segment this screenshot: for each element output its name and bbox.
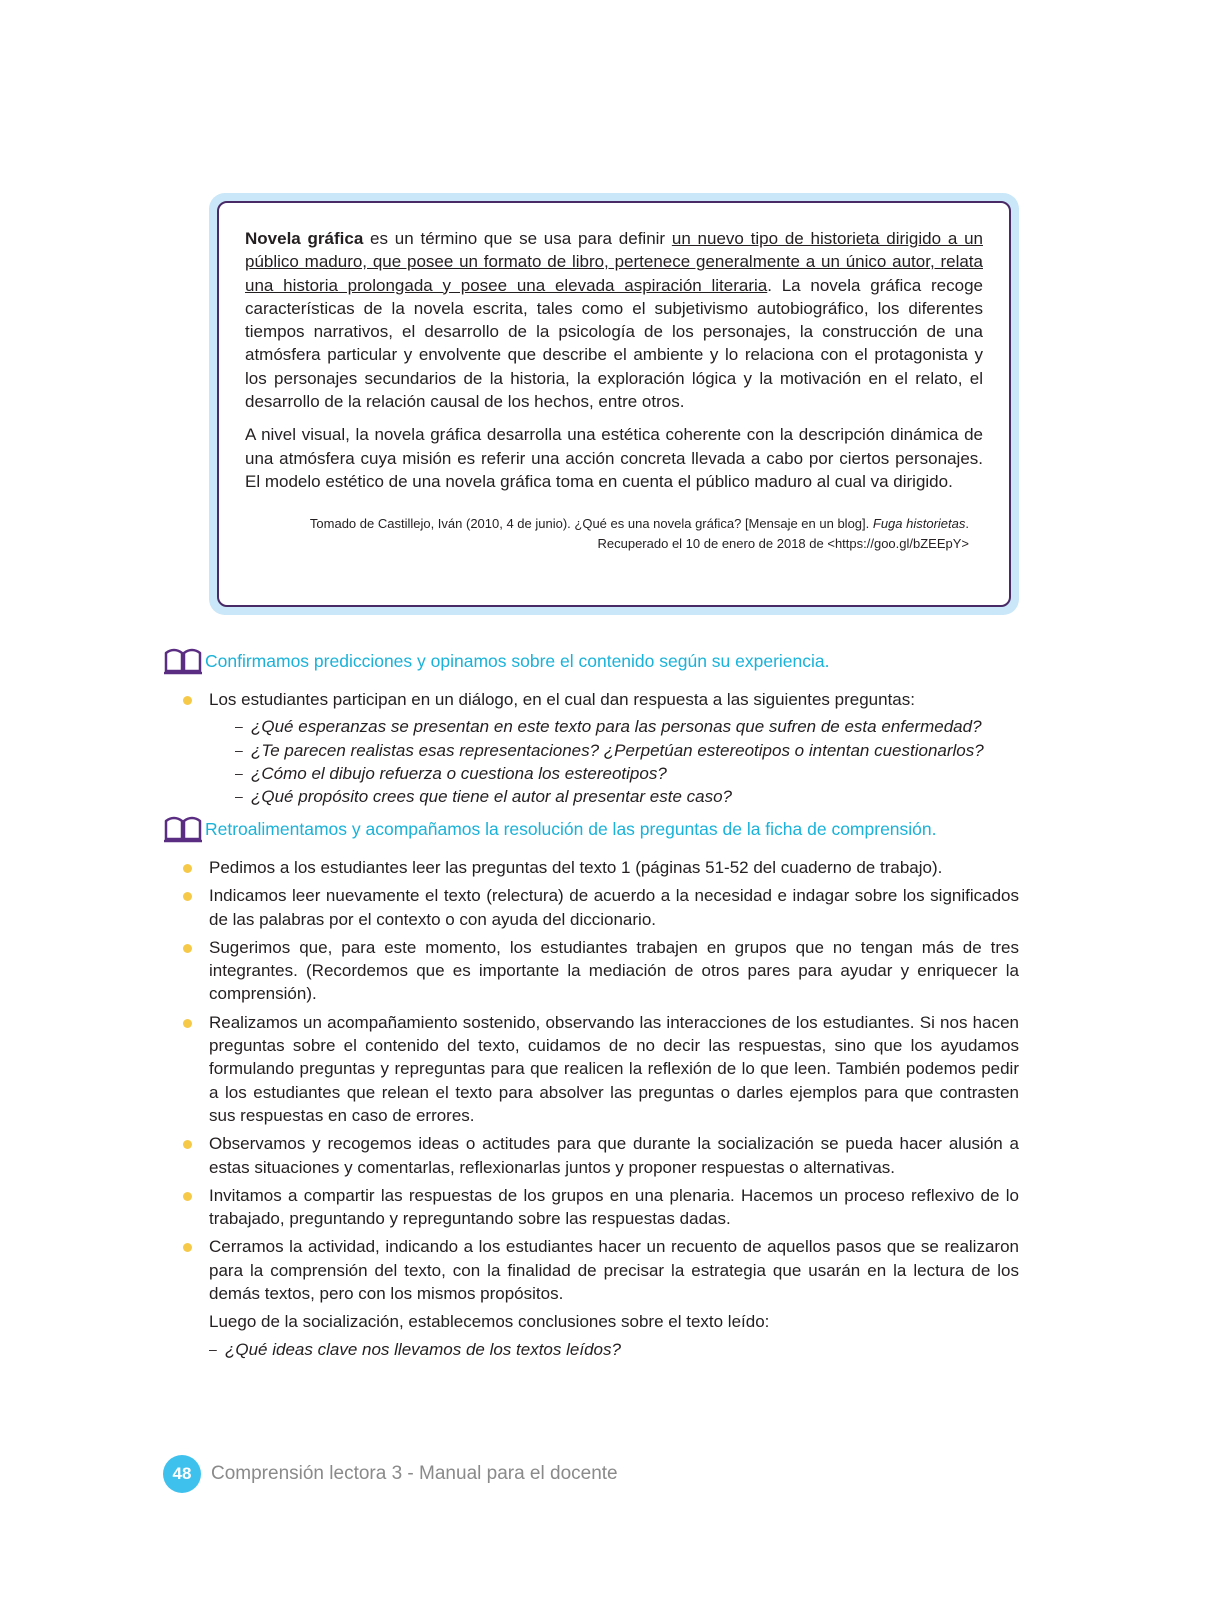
- quote-box-frame: [209, 193, 1019, 615]
- bullet-dot: [183, 1140, 192, 1149]
- list-item: [183, 884, 1019, 931]
- dash-mark: –: [209, 1340, 217, 1357]
- question-item: [209, 762, 1019, 785]
- section2-list: [183, 856, 1019, 1361]
- bullet-dot: [183, 944, 192, 953]
- question-item: [183, 1338, 1019, 1361]
- bullet-dot: [183, 1192, 192, 1201]
- question-item: [209, 715, 1019, 738]
- dash-mark: –: [235, 764, 243, 781]
- section-heading-text: Confirmamos predicciones y opinamos sobre el contenido según su experiencia.: [205, 650, 830, 671]
- source-text: . Recuperado el 10 de enero de 2018 de <https://goo.gl/bZEEpY>: [597, 516, 969, 552]
- bullet-dot: [183, 864, 192, 873]
- list-item: [183, 1235, 1019, 1305]
- list-item-text: Pedimos a los estudiantes leer las preguntas del texto 1 (páginas 51-52 del cuaderno de trabajo).: [209, 858, 943, 877]
- source-italic: Fuga historietas: [872, 516, 966, 532]
- quote-paragraph-2: A nivel visual, la novela gráfica desarrolla una estética coherente con la descripción dinámica de una atmósfera cuya misión es referir una acción concreta llevada a cabo por ciertos personajes. El modelo estético de una novela gráfica toma en cuenta el público maduro al cual va dirigido.: [245, 425, 983, 491]
- page-number-badge: 48: [163, 1455, 201, 1493]
- list-item-text: Observamos y recogemos ideas o actitudes para que durante la socialización se pueda hacer alusión a estas situaciones y comentarlas, reflexionarlas juntos y proponer respuestas o alternativas.: [209, 1134, 1019, 1177]
- bullet-dot: [183, 1243, 192, 1252]
- quote-text: . La novela gráfica recoge características de la novela escrita, tales como el subjetivismo autobiográfico, los diferentes tiempos narrativos, el desarrollo de la psicología de los personajes, la construcción de una atmósfera particular y envolvente que describe el ambiente y lo relaciona con el protagonista y los personajes secundarios de la historia, la exploración lógica y la motivación en el relato, el desarrollo de la relación causal de los hechos, entre otros.: [245, 275, 983, 412]
- list-item-text: Los estudiantes participan en un diálogo, en el cual dan respuesta a las siguientes preguntas:: [209, 690, 915, 709]
- list-item: [183, 1011, 1019, 1127]
- dash-mark: –: [235, 718, 243, 735]
- bullet-dot: [183, 696, 192, 705]
- footer-title: Comprensión lectora 3 - Manual para el docente: [211, 1463, 618, 1484]
- question-list: [183, 1338, 1019, 1361]
- section-heading-confirmamos: [163, 647, 830, 675]
- dash-mark: –: [235, 788, 243, 805]
- quote-paragraph-1: [245, 227, 983, 413]
- list-item: [183, 1184, 1019, 1231]
- bullet-dot: [183, 1019, 192, 1028]
- question-item: [209, 785, 1019, 808]
- book-icon: [163, 815, 203, 843]
- source-text: Tomado de Castillejo, Iván (2010, 4 de junio). ¿Qué es una novela gráfica? [Mensaje en un blog].: [309, 516, 873, 532]
- list-item-text: Cerramos la actividad, indicando a los estudiantes hacer un recuento de aquellos pasos que se realizaron para la comprensión del texto, con la finalidad de precisar la estrategia que usarán en la lectura de los demás textos, pero con los mismos propósitos.: [209, 1237, 1019, 1304]
- question-text: ¿Cómo el dibujo refuerza o cuestiona los estereotipos?: [251, 763, 667, 783]
- question-text: ¿Te parecen realistas esas representaciones? ¿Perpetúan estereotipos o intentan cuestionarlos?: [251, 740, 984, 760]
- question-text: ¿Qué esperanzas se presentan en este texto para las personas que sufren de esta enfermedad?: [251, 717, 982, 737]
- term-bold: Novela gráfica: [245, 229, 364, 248]
- section-heading-text: Retroalimentamos y acompañamos la resolución de las preguntas de la ficha de comprensión.: [205, 818, 937, 839]
- list-item-text: Indicamos leer nuevamente el texto (relectura) de acuerdo a la necesidad e indagar sobre los significados de las palabras por el contexto o con ayuda del diccionario.: [209, 886, 1019, 929]
- book-icon: [163, 647, 203, 675]
- question-text: ¿Qué propósito crees que tiene el autor al presentar este caso?: [251, 787, 733, 807]
- list-item: [183, 688, 1019, 808]
- dash-mark: –: [235, 741, 243, 758]
- list-item: [183, 936, 1019, 1006]
- list-item-text: Invitamos a compartir las respuestas de los grupos en una plenaria. Hacemos un proceso reflexivo de lo trabajado, preguntando y repreguntando sobre las respuestas dadas.: [209, 1185, 1019, 1229]
- section1-list: [183, 688, 1019, 813]
- closing-paragraph: Luego de la socialización, establecemos conclusiones sobre el texto leído:: [209, 1312, 770, 1332]
- list-item: [183, 1132, 1019, 1179]
- question-list: [209, 715, 1019, 808]
- quote-box: [217, 201, 1011, 607]
- list-item-text: Sugerimos que, para este momento, los estudiantes trabajen en grupos que no tengan más de tres integrantes. (Recordemos que es importante la mediación de otros pares para ayudar y enriquecer la comprensión).: [209, 937, 1019, 1004]
- quote-text: es un término que se usa para definir: [363, 229, 672, 248]
- section-heading-retroalimentamos: [163, 815, 937, 843]
- list-item: [183, 856, 1019, 879]
- list-item-text: Realizamos un acompañamiento sostenido, observando las interacciones de los estudiantes. Si nos hacen preguntas sobre el contenido del texto, cuidamos de no decir las respuestas, sino que los ayudamos formulando preguntas y repreguntas para que realicen la reflexión de lo que leen. También podemos pedir a los estudiantes que relean el texto para absolver las preguntas o darles ejemplos para que contrasten sus respuestas en caso de errores.: [209, 1012, 1019, 1125]
- bullet-dot: [183, 892, 192, 901]
- question-item: [209, 739, 1019, 762]
- question-text: ¿Qué ideas clave nos llevamos de los textos leídos?: [225, 1339, 621, 1359]
- quote-source: [245, 514, 983, 554]
- underlined-definition: un nuevo tipo de historieta dirigido a un público maduro, que posee un formato de libro, pertenece generalmente a un único autor, relata una historia prolongada y posee una elevada aspiración literaria: [245, 229, 983, 295]
